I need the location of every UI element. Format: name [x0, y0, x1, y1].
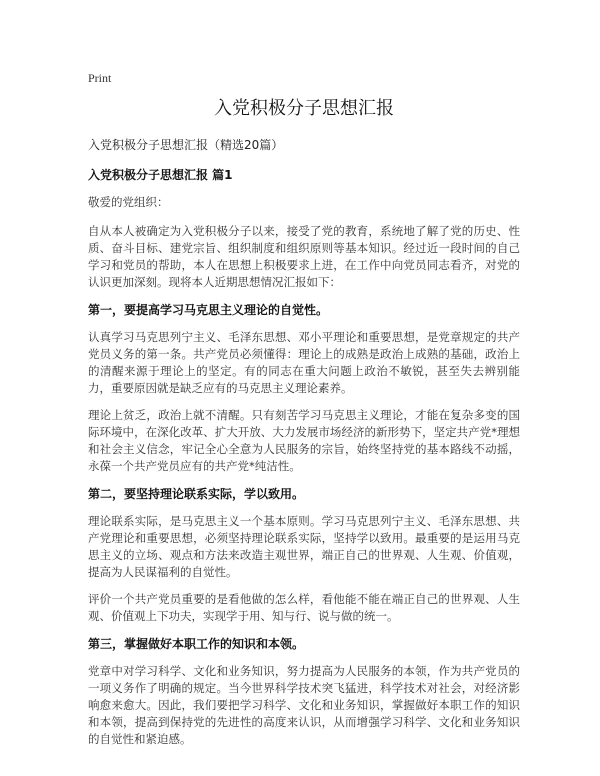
- print-link[interactable]: Print: [88, 71, 112, 85]
- section-heading-3: 第三，掌握做好本职工作的知识和本领。: [88, 637, 305, 651]
- section-2-paragraph-1: 理论联系实际，是马克思主义一个基本原则。学习马克思列宁主义、毛泽东思想、共产党理论和重要思想，必须坚持理论联系实际，坚持学以致用。最重要的是运用马克思主义的立场、观点和方法来改造主观世界，端正自己的世界观、人生观、价值观，提高为人民谋福利的自觉性。: [88, 514, 520, 579]
- article-heading: 入党积极分子思想汇报 篇1: [88, 168, 233, 182]
- document-title: 入党积极分子思想汇报: [214, 98, 394, 119]
- intro-paragraph: 自从本人被确定为入党积极分子以来，接受了党的教育，系统地了解了党的历史、性质、奋斗目标、建党宗旨、组织制度和组织原则等基本知识。经过近一段时间的自己学习和党员的帮助，本人在思想上积极要求上进，在工作中向党员同志看齐，对党的认识更加深刻。现将本人近期思想情况汇报如下：: [88, 224, 520, 289]
- document-page: [88, 70, 520, 758]
- section-heading-2: 第二，要坚持理论联系实际，学以致用。: [88, 487, 305, 501]
- section-3-paragraph-1: 党章中对学习科学、文化和业务知识，努力提高为人民服务的本领，作为共产党员的一项义务作了明确的规定。当今世界科学技术突飞猛进，科学技术对社会，对经济影响愈来愈大。因此，我们要把学习科学、文化和业务知识，掌握做好本职工作的知识和本领，提高到保持党的先进性的高度来认识，从而增强学习科学、文化和业务知识的自觉性和紧迫感。: [88, 664, 520, 746]
- section-2-paragraph-2: 评价一个共产党员重要的是看他做的怎么样，看他能不能在端正自己的世界观、人生观、价值观上下功夫，实现学于用、知与行、说与做的统一。: [88, 592, 520, 623]
- document-subtitle: 入党积极分子思想汇报（精选20篇）: [88, 138, 284, 152]
- section-heading-1: 第一，要提高学习马克思主义理论的自觉性。: [88, 303, 329, 317]
- greeting: 敬爱的党组织：: [88, 195, 169, 209]
- section-1-paragraph-2: 理论上贫乏，政治上就不清醒。只有刻苦学习马克思主义理论，才能在复杂多变的国际环境中，在深化改革、扩大开放、大力发展市场经济的新形势下，坚定共产党*理想和社会主义信念，牢记全心全意为人民服务的宗旨，始终坚持党的基本路线不动摇，永葆一个共产党员应有的共产党*纯洁性。: [88, 408, 520, 473]
- section-1-paragraph-1: 认真学习马克思列宁主义、毛泽东思想、邓小平理论和重要思想，是党章规定的共产党员义务的第一条。共产党员必须懂得：理论上的成熟是政治上成熟的基础，政治上的清醒来源于理论上的坚定。有的同志在重大问题上政治不敏锐，甚至失去辨别能力，重要原因就是缺乏应有的马克思主义理论素养。: [88, 330, 520, 395]
